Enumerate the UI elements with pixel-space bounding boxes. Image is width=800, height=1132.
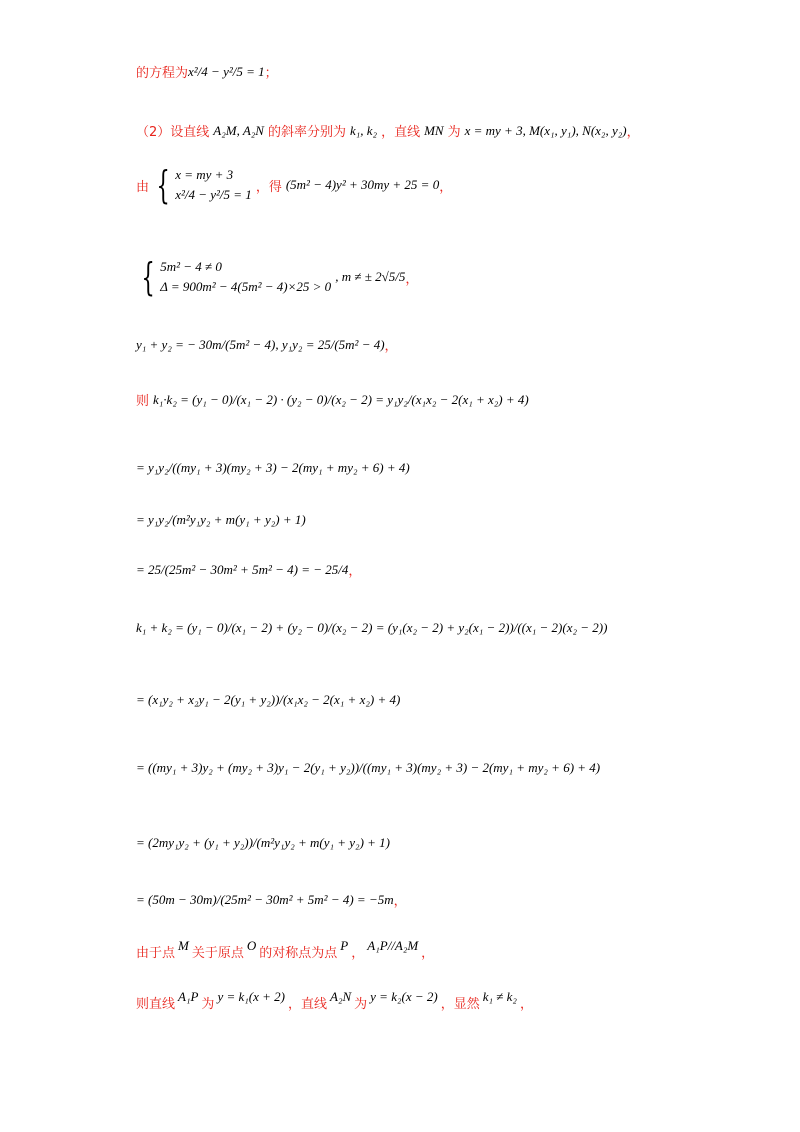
- slope-sum-step: = (2my₁y₂ + (y₁ + y₂))/(m²y₁y₂ + m(y₁ + y₂) + 1): [136, 835, 391, 850]
- solution-line-9: [136, 560, 361, 579]
- slope-product: k₁·k₂ = (y₁ − 0)/(x₁ − 2) · (y₂ − 0)/(x₂ − 2) = y₁y₂/(x₁x₂ − 2(x₁ + x₂) + 4): [153, 391, 529, 407]
- punctuation: ，: [384, 339, 398, 354]
- point-p: P: [340, 937, 349, 953]
- text-fragment: ，直线: [287, 997, 327, 1012]
- text-fragment: 为: [201, 997, 215, 1012]
- text-fragment: 则: [136, 394, 150, 409]
- system-rows: [160, 258, 331, 296]
- left-brace: {: [156, 163, 170, 207]
- punctuation: ，: [626, 125, 640, 140]
- text-fragment: 的斜率分别为: [267, 125, 346, 140]
- slopes-not-equal: k₁ ≠ k₂: [482, 988, 517, 1004]
- text-fragment: 为: [354, 997, 368, 1012]
- solution-line-11: [136, 692, 400, 708]
- line-a1p-equation: y = k₁(x + 2): [217, 988, 285, 1004]
- left-brace: {: [141, 255, 155, 299]
- vieta-formulas: y₁ + y₂ = − 30m/(5m² − 4), y₁y₂ = 25/(5m² − 4): [136, 336, 385, 352]
- punctuation: ，: [439, 179, 453, 195]
- line-mn: MN: [424, 122, 444, 138]
- slope-product-result: = 25/(25m² − 30m² + 5m² − 4) = − 25/4: [136, 561, 349, 577]
- text-fragment: ，: [351, 946, 365, 961]
- line-a1p: A₁P: [178, 988, 199, 1004]
- solution-line-12: [136, 760, 600, 776]
- punctuation: ，: [393, 894, 407, 909]
- system-row: 5m² − 4 ≠ 0: [160, 259, 222, 274]
- punctuation: ，: [348, 564, 362, 579]
- line-a2n-equation: y = k₂(x − 2): [370, 988, 438, 1004]
- solution-line-10: [136, 620, 607, 636]
- solution-line-8: [136, 512, 306, 528]
- system-rows: [175, 166, 252, 204]
- quadratic-equation: (5m² − 4)y² + 30my + 25 = 0: [285, 177, 440, 192]
- hyperbola-equation: x²/4 − y²/5 = 1: [188, 63, 265, 79]
- text-fragment: 由: [136, 179, 150, 195]
- text-fragment: ，显然: [440, 997, 480, 1012]
- slope-sum-result: = (50m − 30m)/(25m² − 30m² + 5m² − 4) = −5m: [136, 891, 394, 907]
- slope-product-step: = y₁y₂/(m²y₁y₂ + m(y₁ + y₂) + 1): [136, 512, 306, 527]
- solution-line-3: [136, 163, 453, 207]
- parallel-relation: A₁P//A₂M: [367, 937, 419, 953]
- punctuation: ，: [421, 946, 435, 961]
- text-fragment: ，直线: [381, 125, 421, 140]
- solution-line-5: [136, 335, 398, 354]
- punctuation: ，: [405, 271, 419, 287]
- punctuation: ；: [264, 66, 278, 81]
- text-fragment: 关于原点: [191, 946, 244, 961]
- solution-line-1: [136, 62, 278, 81]
- text-fragment: ，得: [255, 179, 282, 195]
- solution-line-4: [136, 255, 419, 299]
- text-fragment: 由于点: [136, 946, 176, 961]
- slope-sum-step: = (x₁y₂ + x₂y₁ − 2(y₁ + y₂))/(x₁x₂ − 2(x₁ + x₂) + 4): [136, 692, 401, 707]
- slopes-k1-k2: k₁, k₂: [349, 122, 378, 138]
- solution-line-2: [136, 121, 640, 140]
- equation-system: [151, 163, 252, 207]
- solution-line-6: [136, 390, 529, 409]
- solution-line-15: [136, 937, 435, 961]
- text-fragment: 则直线: [136, 997, 176, 1012]
- system-row: x = my + 3: [175, 167, 234, 182]
- condition-system: [136, 255, 332, 299]
- solution-line-14: [136, 890, 407, 909]
- slope-product-step: = y₁y₂/((my₁ + 3)(my₂ + 3) − 2(my₁ + my₂ + 6) + 4): [136, 460, 410, 475]
- system-row: Δ = 900m² − 4(5m² − 4)×25 > 0: [160, 279, 332, 294]
- slope-sum-step: = ((my₁ + 3)y₂ + (my₂ + 3)y₁ − 2(y₁ + y₂))/((my₁ + 3)(my₂ + 3) − 2(my₁ + my₂ + 6) + 4): [136, 760, 601, 775]
- solution-line-7: [136, 460, 410, 476]
- text-fragment: 为: [447, 125, 461, 140]
- system-row: x²/4 − y²/5 = 1: [175, 187, 252, 202]
- slope-sum: k₁ + k₂ = (y₁ − 0)/(x₁ − 2) + (y₂ − 0)/(x₂ − 2) = (y₁(x₂ − 2) + y₂(x₁ − 2))/((x₁ − 2)(x₂ − 2)): [136, 620, 608, 635]
- text-fragment: 的对称点为点: [259, 946, 338, 961]
- part-two-intro: （2）设直线: [136, 125, 210, 140]
- punctuation: ，: [519, 997, 533, 1012]
- lines-a2m-a2n: A₂M, A₂N: [213, 122, 264, 138]
- m-condition: , m ≠ ± 2√5/5: [335, 269, 406, 284]
- origin-o: O: [246, 937, 257, 953]
- line-mn-equation: x = my + 3, M(x₁, y₁), N(x₂, y₂): [464, 122, 627, 138]
- line-a2n: A₂N: [330, 988, 352, 1004]
- solution-line-16: [136, 988, 533, 1012]
- text-fragment: 的方程为: [136, 66, 189, 81]
- solution-line-13: [136, 835, 390, 851]
- point-m: M: [178, 937, 189, 953]
